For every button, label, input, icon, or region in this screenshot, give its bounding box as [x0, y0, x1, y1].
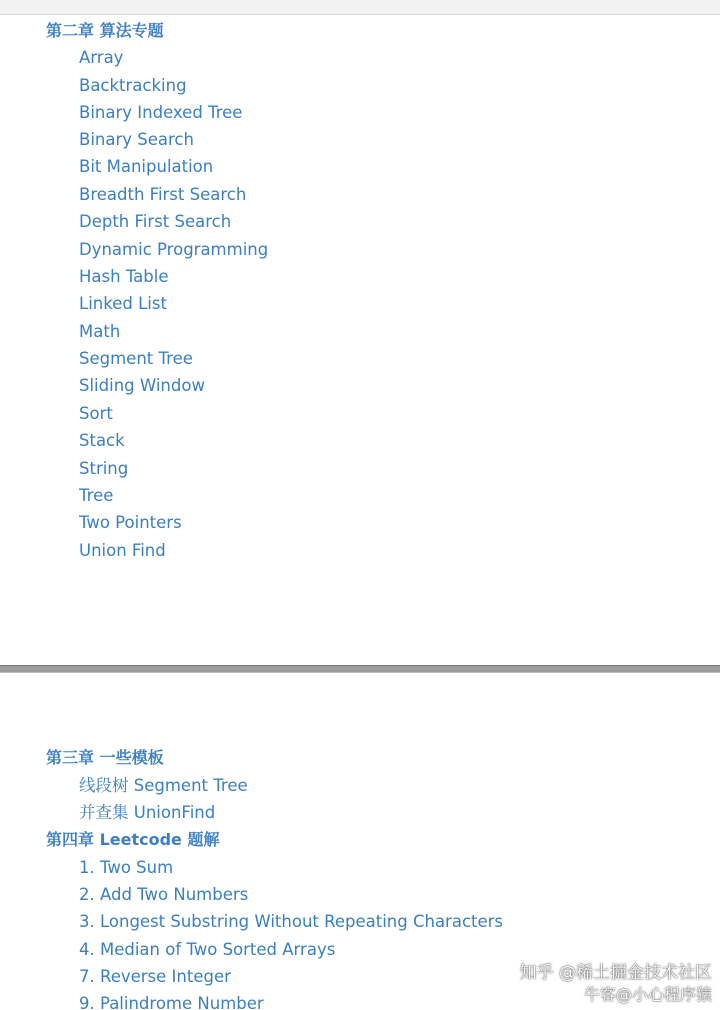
watermark-line-1: 知乎 @稀土掘金技术社区 — [519, 963, 712, 983]
chapter-4-heading[interactable]: 第四章 Leetcode 题解 — [46, 830, 220, 849]
toc-entry-breadth-first-search[interactable]: Breadth First Search — [79, 185, 247, 204]
toc-entry-string[interactable]: String — [79, 459, 129, 478]
previous-page-edge — [0, 0, 720, 15]
toc-entry-bit-manipulation[interactable]: Bit Manipulation — [79, 157, 214, 176]
toc-entry-median-two-sorted-arrays[interactable]: 4. Median of Two Sorted Arrays — [79, 940, 336, 959]
toc-entry-hash-table[interactable]: Hash Table — [79, 267, 169, 286]
chapter-3-heading[interactable]: 第三章 一些模板 — [46, 748, 164, 767]
toc-entry-segment-tree-template[interactable]: 线段树 Segment Tree — [79, 776, 248, 795]
toc-entry-two-sum[interactable]: 1. Two Sum — [79, 858, 174, 877]
toc-entry-stack[interactable]: Stack — [79, 431, 125, 450]
toc-entry-union-find[interactable]: Union Find — [79, 541, 166, 560]
toc-entry-palindrome-number[interactable]: 9. Palindrome Number — [79, 994, 264, 1010]
toc-entry-sliding-window[interactable]: Sliding Window — [79, 376, 205, 395]
watermark-line-2: 牛客@小心程序猿 — [583, 985, 712, 1004]
toc-entry-tree[interactable]: Tree — [79, 486, 114, 505]
toc-entry-two-pointers[interactable]: Two Pointers — [79, 513, 182, 532]
toc-entry-segment-tree[interactable]: Segment Tree — [79, 349, 193, 368]
toc-entry-reverse-integer[interactable]: 7. Reverse Integer — [79, 967, 231, 986]
toc-entry-array[interactable]: Array — [79, 48, 124, 67]
toc-entry-longest-substring[interactable]: 3. Longest Substring Without Repeating Characters — [79, 912, 504, 931]
page-separator — [0, 665, 720, 673]
chapter-2-heading[interactable]: 第二章 算法专题 — [46, 21, 164, 40]
toc-entry-unionfind-template[interactable]: 并查集 UnionFind — [79, 803, 216, 822]
toc-entry-sort[interactable]: Sort — [79, 404, 113, 423]
toc-entry-binary-search[interactable]: Binary Search — [79, 130, 194, 149]
toc-entry-depth-first-search[interactable]: Depth First Search — [79, 212, 232, 231]
toc-entry-binary-indexed-tree[interactable]: Binary Indexed Tree — [79, 103, 243, 122]
toc-entry-math[interactable]: Math — [79, 322, 121, 341]
toc-entry-add-two-numbers[interactable]: 2. Add Two Numbers — [79, 885, 249, 904]
source-watermark — [520, 962, 712, 1006]
toc-entry-backtracking[interactable]: Backtracking — [79, 76, 187, 95]
toc-entry-linked-list[interactable]: Linked List — [79, 294, 167, 313]
toc-entry-dynamic-programming[interactable]: Dynamic Programming — [79, 240, 269, 259]
